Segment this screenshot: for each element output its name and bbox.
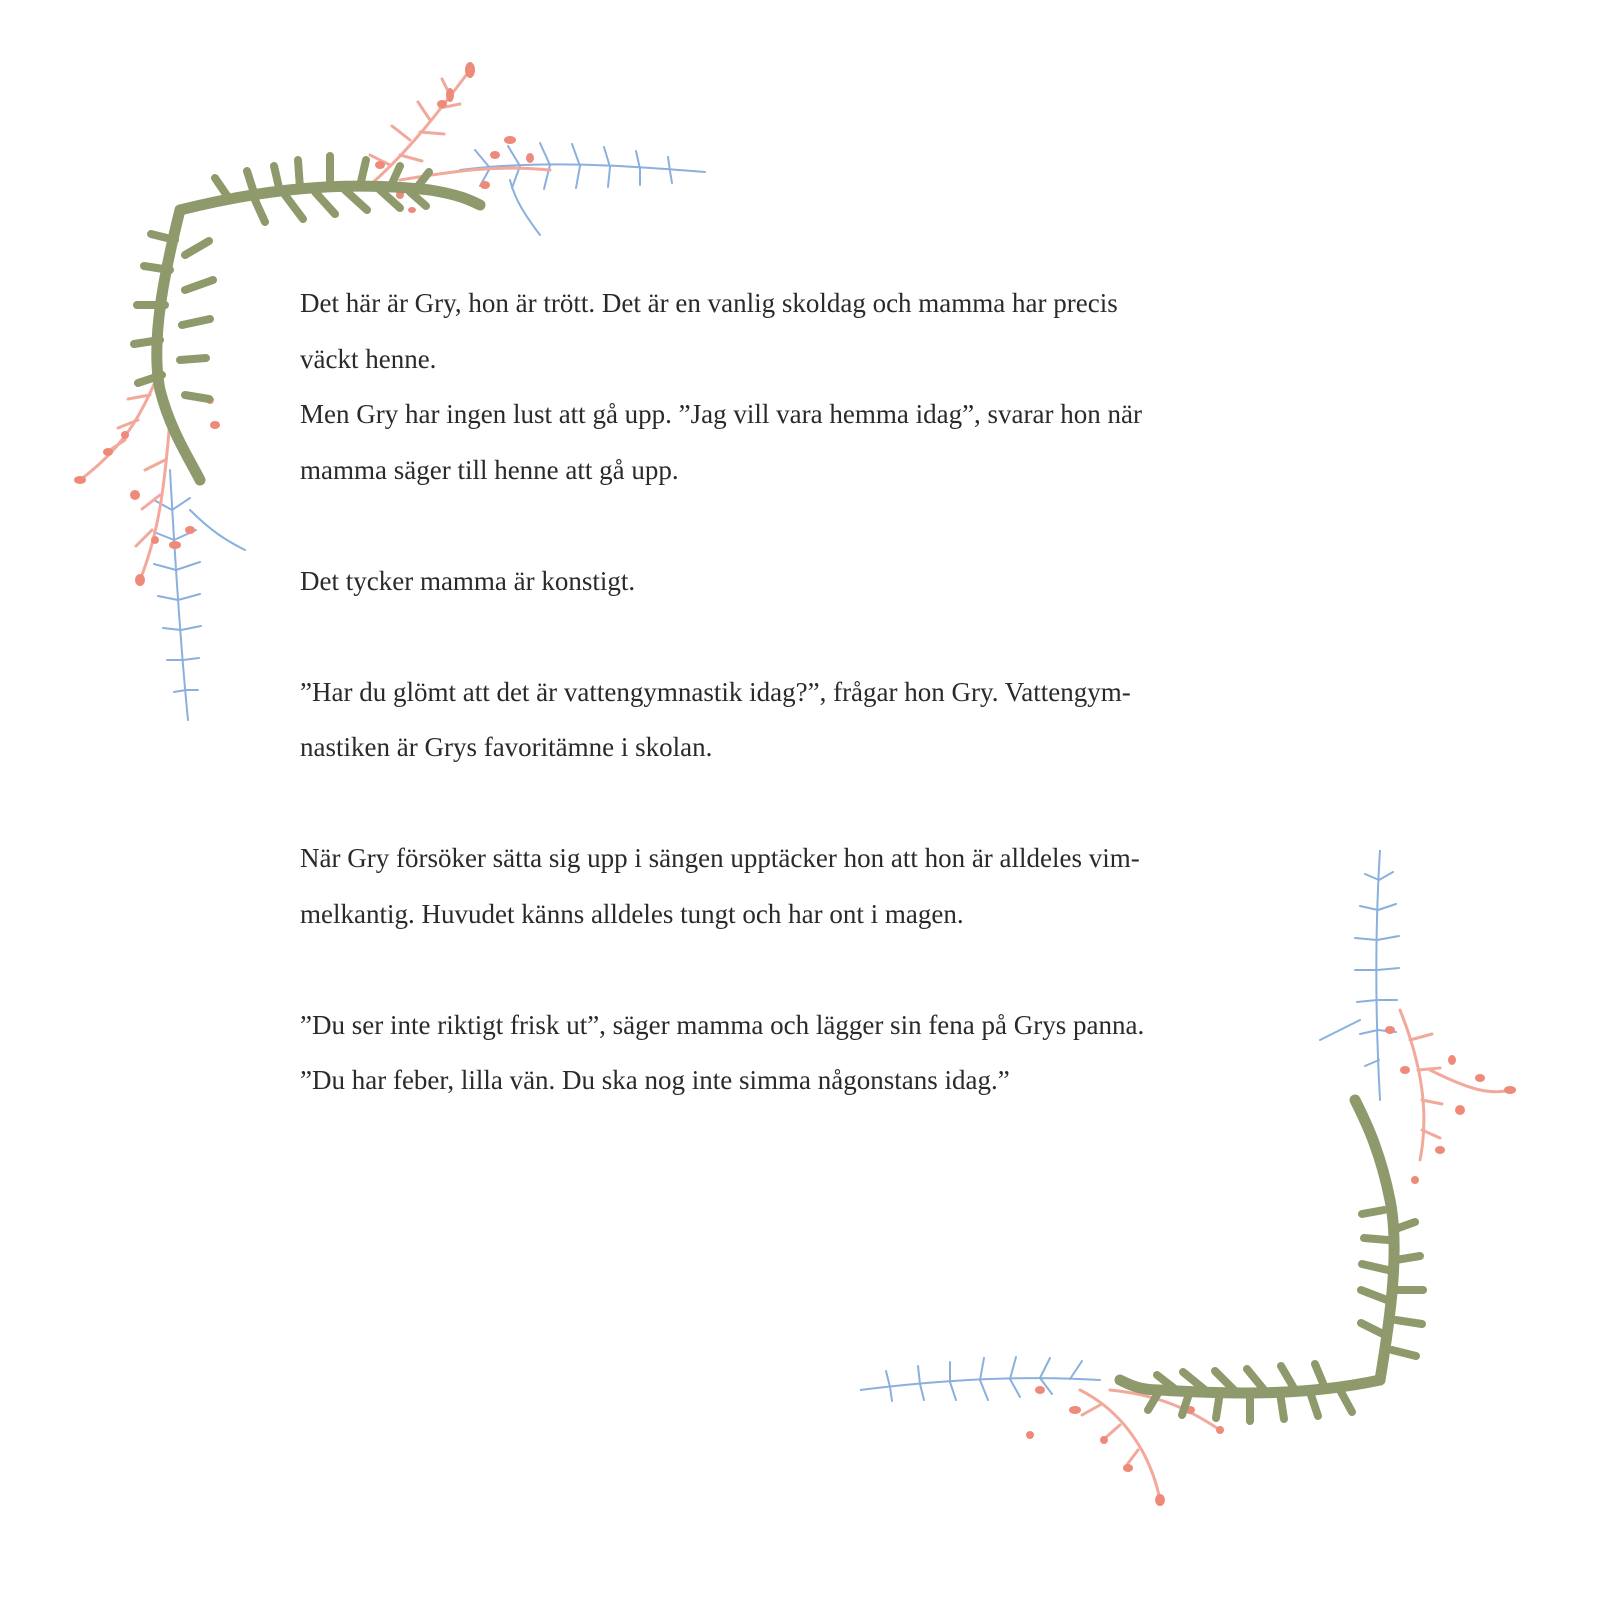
text-line: Det tycker mamma är konstigt. <box>300 565 636 596</box>
paragraph-2 <box>300 554 1300 610</box>
text-line: ”Du ser inte riktigt frisk ut”, säger mamma och lägger sin fena på Grys panna. <box>300 1009 1145 1040</box>
paragraph-3 <box>300 665 1300 776</box>
text-line: När Gry försöker sätta sig upp i sängen upptäcker hon att hon är alldeles vim- <box>300 843 1140 873</box>
text-line: väckt henne. <box>300 343 437 374</box>
paragraph-1 <box>300 276 1300 498</box>
text-line: mamma säger till henne att gå upp. <box>300 454 679 485</box>
paragraph-5 <box>300 998 1300 1109</box>
story-text <box>300 276 1300 1109</box>
paragraph-4 <box>300 831 1300 942</box>
text-line: Men Gry har ingen lust att gå upp. ”Jag vill vara hemma idag”, svarar hon när <box>300 399 1142 429</box>
text-line: nastiken är Grys favoritämne i skolan. <box>300 732 713 762</box>
text-line: ”Du har feber, lilla vän. Du ska nog inte simma någonstans idag.” <box>300 1065 1010 1095</box>
text-line: melkantig. Huvudet känns alldeles tungt och har ont i magen. <box>300 898 964 929</box>
text-line: Det här är Gry, hon är trött. Det är en vanlig skoldag och mamma har precis <box>300 288 1118 318</box>
text-line: ”Har du glömt att det är vattengymnastik idag?”, frågar hon Gry. Vattengym- <box>300 676 1131 707</box>
